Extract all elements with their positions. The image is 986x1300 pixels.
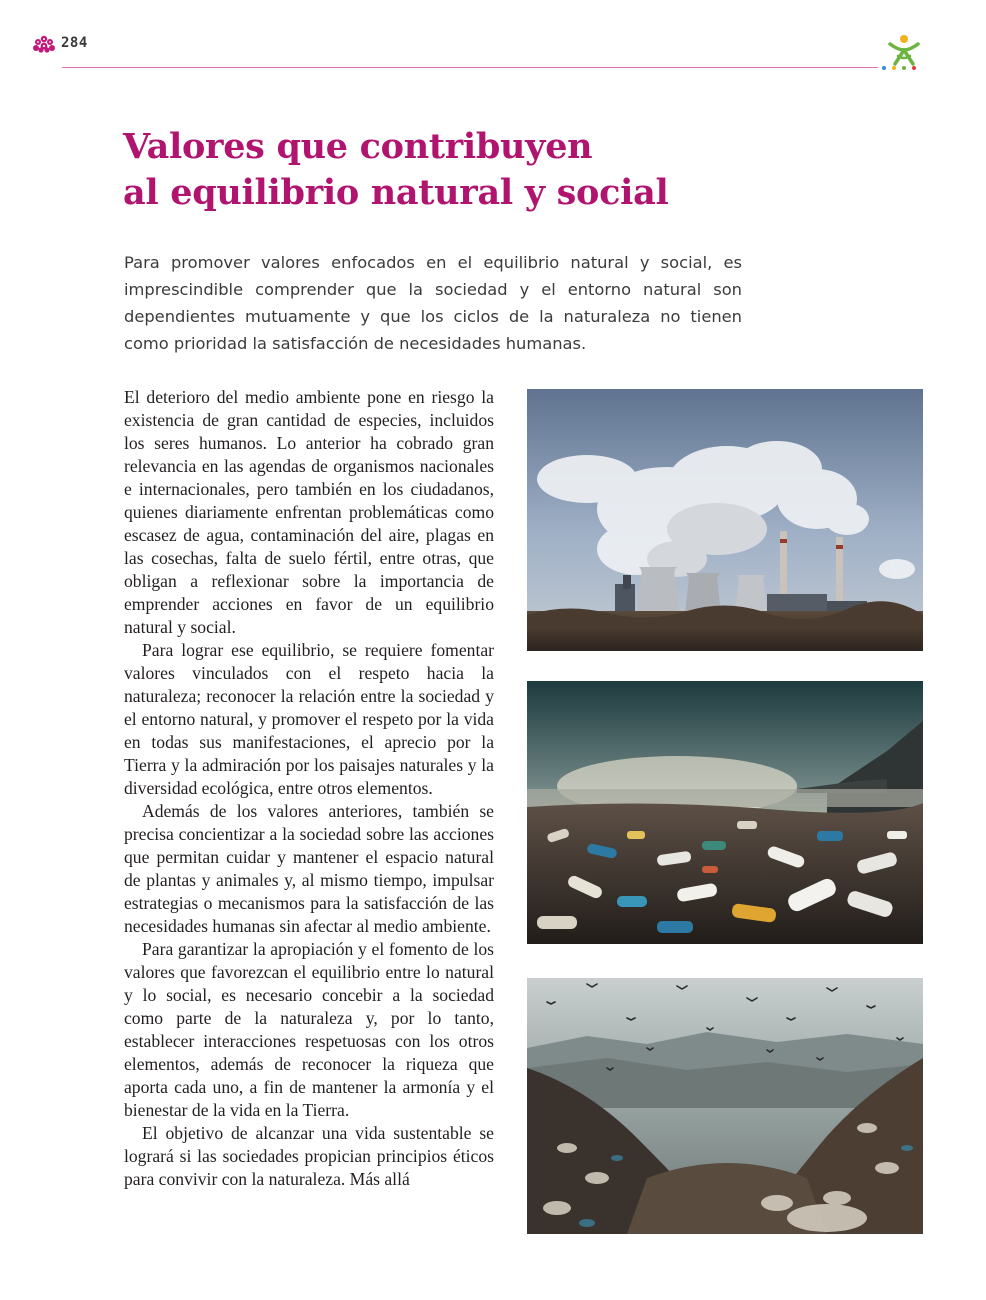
header-rule <box>62 67 878 68</box>
color-dots-decoration <box>878 64 924 72</box>
title-line-1: Valores que contribuyen <box>123 126 593 167</box>
page-number: 284 <box>61 35 88 51</box>
body-paragraph-5: El objetivo de alcanzar una vida sustentable se logrará si las sociedades propician principios éticos para convivir con la naturaleza. Más allá <box>124 1123 494 1189</box>
body-paragraph-4: Para garantizar la apropiación y el fomento de los valores que favorezcan el equilibrio entre lo natural y lo social, es necesario concebir a la sociedad como parte de la naturaleza y, por lo tanto, establecer interacciones respetuosas con los otros elementos, además de reconocer la riqueza que aporta cada uno, a fin de mantener la armonía y el bienestar de la vida en la Tierra. <box>124 939 494 1120</box>
body-paragraph-1: El deterioro del medio ambiente pone en riesgo la existencia de gran cantidad de especies, incluidos los seres humanos. Lo anterior ha cobrado gran relevancia en las agendas de organismos nacionales e internacionales, pero también en los ciudadanos, quienes diariamente enfrentan problemáticas como escasez de agua, contaminación del aire, plagas en las cosechas, falta de suelo fértil, entre otras, que obligan a reflexionar sobre la importancia de emprender acciones en favor de un equilibrio natural y social. <box>124 387 494 637</box>
intro-paragraph: Para promover valores enfocados en el equilibrio natural y social, es imprescindible comprender que la sociedad y el entorno natural son dependientes mutuamente y que los ciclos de la naturaleza no tienen como prioridad la satisfacción de necesidades humanas. <box>124 253 742 353</box>
body-text-column <box>124 386 494 1191</box>
page-title <box>123 124 668 216</box>
flower-cluster-icon <box>32 34 56 54</box>
body-paragraph-2: Para lograr ese equilibrio, se requiere fomentar valores vinculados con el respeto hacia la naturaleza; reconocer la relación entre la sociedad y el entorno natural, y promover el respeto por la vida en todas sus manifestaciones, el aprecio por la Tierra y la admiración por los paisajes naturales y la diversidad ecológica, entre otros elementos. <box>124 640 494 798</box>
plastic-littered-beach-photo <box>527 681 923 944</box>
power-plant-smokestacks-photo <box>527 389 923 651</box>
landfill-with-birds-photo <box>527 978 923 1234</box>
title-line-2: al equilibrio natural y social <box>123 172 669 213</box>
body-paragraph-3: Además de los valores anteriores, también se precisa concientizar a la sociedad sobre las acciones que permitan cuidar y mantener el espacio natural de plantas y animales y, al mismo tiempo, impulsar estrategias o mecanismos para la satisfacción de las necesidades humanas sin afectar al medio ambiente. <box>124 801 494 936</box>
